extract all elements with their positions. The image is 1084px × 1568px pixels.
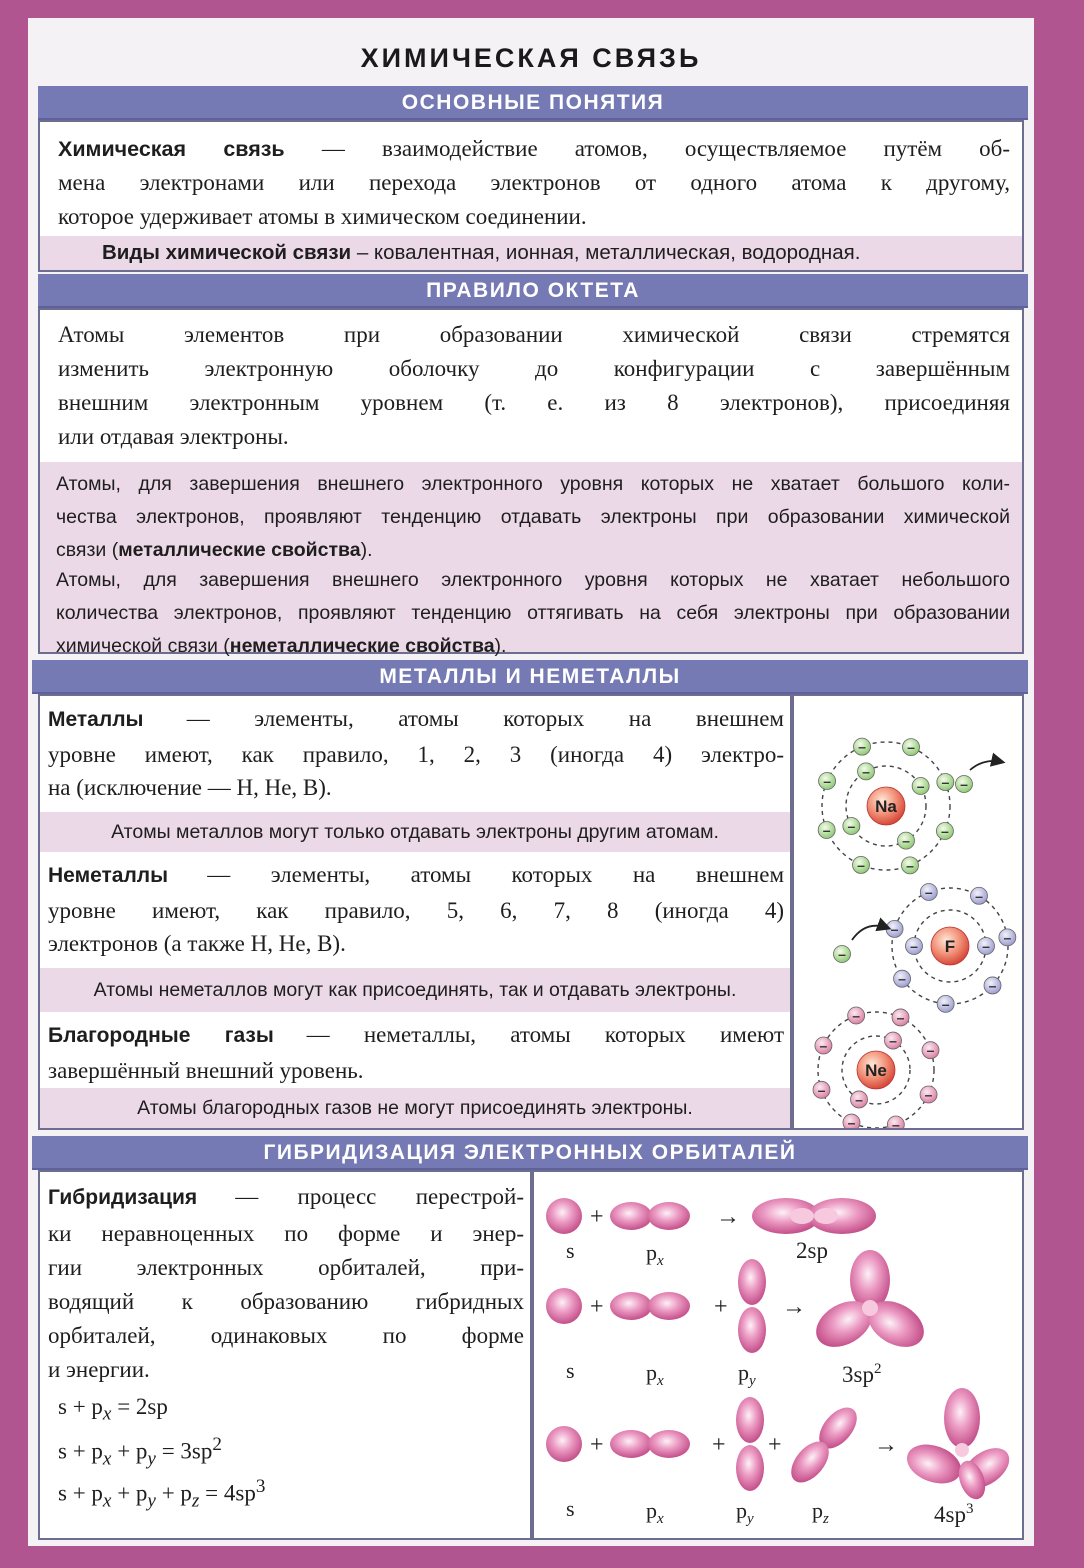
eq3-sup: 3: [255, 1476, 266, 1497]
label-py-2: [738, 1360, 756, 1389]
noble-note-band: [40, 1088, 790, 1128]
px-orbital-3: [610, 1430, 690, 1458]
plus-6: +: [768, 1432, 782, 1458]
label-px-1-p: p: [646, 1240, 657, 1265]
arrow-3: →: [874, 1432, 898, 1458]
eq3-start: s + p: [58, 1480, 103, 1506]
plus-5: +: [712, 1432, 726, 1458]
eq1-start: s + p: [58, 1394, 103, 1419]
py-orbital-2: [738, 1259, 766, 1353]
electron-sign: –: [817, 1081, 826, 1098]
label-3sp2-sup: 2: [873, 1361, 882, 1377]
electron-sign: –: [1003, 929, 1012, 946]
electron-sign: –: [924, 1086, 933, 1103]
metals-line-3: на (исключение — H, He, B).: [48, 775, 332, 800]
metal-line-3-start: связи (: [56, 539, 119, 561]
px-orbital-2: [610, 1292, 690, 1320]
metals-note: Атомы металлов могут только отдавать электроны другим атомам.: [111, 821, 719, 843]
nonmetal-line-1: Атомы, для завершения внешнего электронного уровня которых не хватает небольшого: [56, 569, 1010, 591]
label-py-3: [736, 1498, 754, 1527]
nonmetals-definition: [48, 858, 784, 960]
s-orbital-2: [546, 1288, 582, 1324]
electron-sign: –: [838, 946, 846, 962]
eq1-tail: = 2sp: [111, 1394, 168, 1419]
metals-header: МЕТАЛЛЫ И НЕМЕТАЛЛЫ: [32, 660, 1028, 694]
electron-sign: –: [847, 1114, 856, 1128]
py-orbital-3: [736, 1397, 764, 1491]
s-orbital-1: [546, 1198, 582, 1234]
electron-sign: –: [926, 1042, 935, 1059]
bond-types-list: – ковалентная, ионная, металлическая, водородная.: [351, 241, 861, 264]
electron-gain-arrow: [852, 926, 888, 940]
label-px-1-sub: x: [657, 1253, 664, 1269]
metals-box: [38, 694, 792, 1130]
metal-properties: [56, 468, 1010, 567]
properties-band: [40, 462, 1022, 657]
2sp-orbital: [752, 1198, 876, 1234]
electron-sign: –: [819, 1037, 828, 1054]
nonmetal-properties: [56, 564, 1010, 663]
electron-sign: –: [862, 763, 870, 780]
electron-sign: –: [902, 832, 910, 849]
basics-header: ОСНОВНЫЕ ПОНЯТИЯ: [38, 86, 1028, 120]
electron-sign: –: [975, 887, 983, 904]
hybrid-line-3: гии электронных орбиталей, при-: [48, 1255, 524, 1280]
octet-box: [38, 308, 1024, 657]
electron-sign: –: [982, 938, 990, 954]
4sp3-orbital: [902, 1388, 1017, 1503]
hybrid-line-6: и энергии.: [48, 1357, 150, 1382]
label-s-3: s: [566, 1496, 575, 1521]
nonmetals-line-2: уровне имеют, как правило, 5, 6, 7, 8 (иногда 4): [48, 898, 784, 923]
row-2sp: [546, 1198, 876, 1269]
label-4sp3-sup: 3: [965, 1501, 974, 1517]
metal-line-3-end: ).: [360, 539, 373, 561]
electron-sign: –: [907, 739, 915, 756]
label-4sp3-base: 4sp: [934, 1502, 966, 1527]
definition-line-2: мена электронами или перехода электронов от одного атома к другому,: [58, 170, 1010, 195]
equation-4sp3: [58, 1476, 265, 1512]
bond-types-term: Виды химической связи: [102, 241, 352, 264]
metal-properties-term: металлические свойства: [118, 539, 361, 561]
eq2-sub-x: x: [102, 1448, 112, 1470]
sodium-nucleus-label: Na: [875, 797, 897, 816]
fluorine-nucleus-label: F: [944, 937, 956, 956]
electron-sign: –: [857, 856, 865, 873]
electron-sign: –: [891, 1116, 900, 1128]
electron-sign: –: [823, 772, 831, 789]
label-px-3-p: p: [646, 1498, 657, 1523]
octet-rule-line-1: Атомы элементов при образовании химической связи стремятся: [58, 322, 1010, 347]
octet-rule-line-2: изменить электронную оболочку до конфигурации с завершённым: [58, 356, 1010, 381]
eq2-sup: 2: [212, 1434, 222, 1455]
label-pz-3-sub: z: [823, 1511, 829, 1527]
eq2-mid: + p: [111, 1438, 148, 1464]
nonmetals-note-band: [40, 968, 790, 1012]
noble-line-1: — неметаллы, атомы которых имеют: [306, 1022, 784, 1047]
noble-line-2: завершённый внешний уровень.: [48, 1058, 364, 1083]
label-px-2-sub: x: [657, 1373, 664, 1389]
hybridization-term: Гибридизация: [48, 1186, 198, 1209]
eq3-tail: = 4sp: [199, 1480, 256, 1506]
metals-definition: [48, 702, 784, 804]
nonmetal-line-3-start: химической связи (: [56, 635, 230, 657]
3sp2-orbital: [808, 1250, 932, 1356]
electron-sign: –: [852, 1007, 861, 1024]
chemical-bond-definition: [58, 132, 1010, 234]
row-3sp2: [546, 1250, 932, 1389]
electron-sign: –: [896, 1009, 905, 1026]
noble-note: Атомы благородных газов не могут присоединять электроны.: [137, 1097, 693, 1119]
electron-leave-arrow: [970, 761, 1002, 770]
octet-rule-line-3: внешним электронным уровнем (т. е. из 8 электронов), присоединяя: [58, 390, 1010, 415]
label-py-3-p: p: [736, 1498, 747, 1523]
label-px-1: [646, 1240, 664, 1269]
plus-4: +: [590, 1432, 604, 1458]
electron-sign: –: [988, 977, 997, 994]
pz-orbital-3: [784, 1401, 864, 1490]
label-px-2: [646, 1360, 664, 1389]
hybrid-line-1: — процесс перестрой-: [235, 1184, 525, 1209]
page-title: ХИМИЧЕСКАЯ СВЯЗЬ: [360, 43, 702, 73]
arrow-2: →: [782, 1294, 806, 1320]
hybrid-header: ГИБРИДИЗАЦИЯ ЭЛЕКТРОННЫХ ОРБИТАЛЕЙ: [32, 1136, 1028, 1170]
orbital-diagrams: [534, 1172, 1022, 1538]
atoms-panel: [792, 694, 1024, 1130]
eq2-tail: = 3sp: [155, 1438, 213, 1464]
nonmetals-note: Атомы неметаллов могут как присоединять, так и отдавать электроны.: [93, 979, 737, 1001]
s-orbital-3: [546, 1426, 582, 1462]
noble-gases-definition: [48, 1018, 784, 1087]
electron-sign: –: [916, 778, 925, 794]
equation-2sp: [58, 1394, 168, 1426]
electron-sign: –: [941, 995, 950, 1012]
equation-3sp2: [58, 1434, 222, 1470]
label-s-1: s: [566, 1238, 575, 1263]
plus-3: +: [714, 1294, 728, 1320]
eq3-mid2: + p: [155, 1480, 192, 1506]
octet-header: ПРАВИЛО ОКТЕТА: [38, 274, 1028, 308]
octet-rule-line-4: или отдавая электроны.: [58, 424, 289, 449]
hybrid-line-2: ки неравноценных по форме и энер-: [48, 1221, 524, 1246]
electron-sign: –: [889, 1032, 897, 1049]
basics-box: [38, 120, 1024, 272]
electron-sign: –: [858, 738, 866, 755]
eq1-sub-x: x: [102, 1403, 112, 1425]
definition-line-3: которое удерживает атомы в химическом соединении.: [58, 204, 587, 229]
hybrid-line-4: водящий к образованию гибридных: [48, 1289, 524, 1314]
electron-sign: –: [924, 884, 933, 901]
label-py-2-sub: y: [749, 1373, 756, 1389]
chemical-bond-term: Химическая связь: [58, 137, 285, 161]
plus-2: +: [590, 1294, 604, 1320]
electron-sign: –: [941, 823, 949, 840]
electron-sign: –: [822, 821, 831, 838]
arrow-1: →: [716, 1204, 740, 1230]
hybrid-text-box: [38, 1170, 532, 1540]
nonmetals-line-3: электронов (а также H, He, B).: [48, 931, 346, 956]
electron-sign: –: [960, 776, 968, 792]
metals-line-1: — элементы, атомы которых на внешнем: [186, 706, 784, 731]
bond-types-band: [40, 236, 1022, 270]
nonmetal-properties-term: неметаллические свойства: [229, 635, 495, 657]
atom-diagrams: [794, 696, 1022, 1128]
electron-sign: –: [910, 938, 918, 954]
poster: [28, 18, 1034, 1546]
nonmetal-line-2: количества электронов, проявляют тенденцию оттягивать на себя электроны при образовании: [56, 602, 1010, 624]
label-2sp: 2sp: [796, 1238, 828, 1263]
eq3-sub-z: z: [191, 1490, 200, 1512]
eq3-sub-y: y: [147, 1490, 156, 1512]
metals-term: Металлы: [48, 708, 144, 731]
hybrid-line-5: орбиталей, одинаковых по форме: [48, 1323, 524, 1348]
label-py-2-p: p: [738, 1360, 749, 1385]
label-pz-3: [812, 1498, 829, 1527]
nonmetals-line-1: — элементы, атомы которых на внешнем: [207, 862, 784, 887]
label-py-3-sub: y: [747, 1511, 754, 1527]
noble-gases-term: Благородные газы: [48, 1024, 274, 1047]
eq2-sub-y: y: [147, 1448, 156, 1470]
label-pz-3-p: p: [812, 1498, 823, 1523]
eq2-start: s + p: [58, 1438, 103, 1464]
label-3sp2-base: 3sp: [842, 1362, 874, 1387]
px-orbital-1: [610, 1202, 690, 1230]
orbitals-panel: [532, 1170, 1024, 1540]
electron-sign: –: [898, 970, 906, 987]
electron-sign: –: [941, 774, 950, 791]
nonmetals-term: Неметаллы: [48, 864, 169, 887]
metals-line-2: уровне имеют, как правило, 1, 2, 3 (иногда 4) электро-: [48, 742, 784, 767]
electron-sign: –: [847, 818, 856, 834]
bond-types: [102, 236, 860, 270]
label-3sp2: [842, 1361, 881, 1387]
metal-line-1: Атомы, для завершения внешнего электронного уровня которых не хватает большого коли-: [56, 473, 1010, 495]
electron-sign: –: [906, 857, 914, 874]
label-px-2-p: p: [646, 1360, 657, 1385]
metals-note-band: [40, 812, 790, 852]
metal-line-2: чества электронов, проявляют тенденцию отдавать электроны при образовании химической: [56, 506, 1010, 528]
eq3-mid: + p: [111, 1480, 148, 1506]
eq3-sub-x: x: [102, 1490, 112, 1512]
hybridization-definition: [48, 1180, 524, 1387]
electron-sign: –: [855, 1091, 863, 1108]
label-px-3: [646, 1498, 664, 1527]
neon-nucleus-label: Ne: [865, 1061, 887, 1080]
electron-sign: –: [890, 920, 899, 937]
nonmetal-line-3-end: ).: [494, 635, 507, 657]
definition-line-1: — взаимодействие атомов, осуществляемое путём об-: [321, 136, 1010, 161]
label-px-3-sub: x: [657, 1511, 664, 1527]
label-4sp3: [934, 1501, 973, 1527]
octet-rule: [58, 318, 1010, 454]
plus-1: +: [590, 1204, 604, 1230]
row-4sp3: [546, 1388, 1016, 1527]
label-s-2: s: [566, 1358, 575, 1383]
